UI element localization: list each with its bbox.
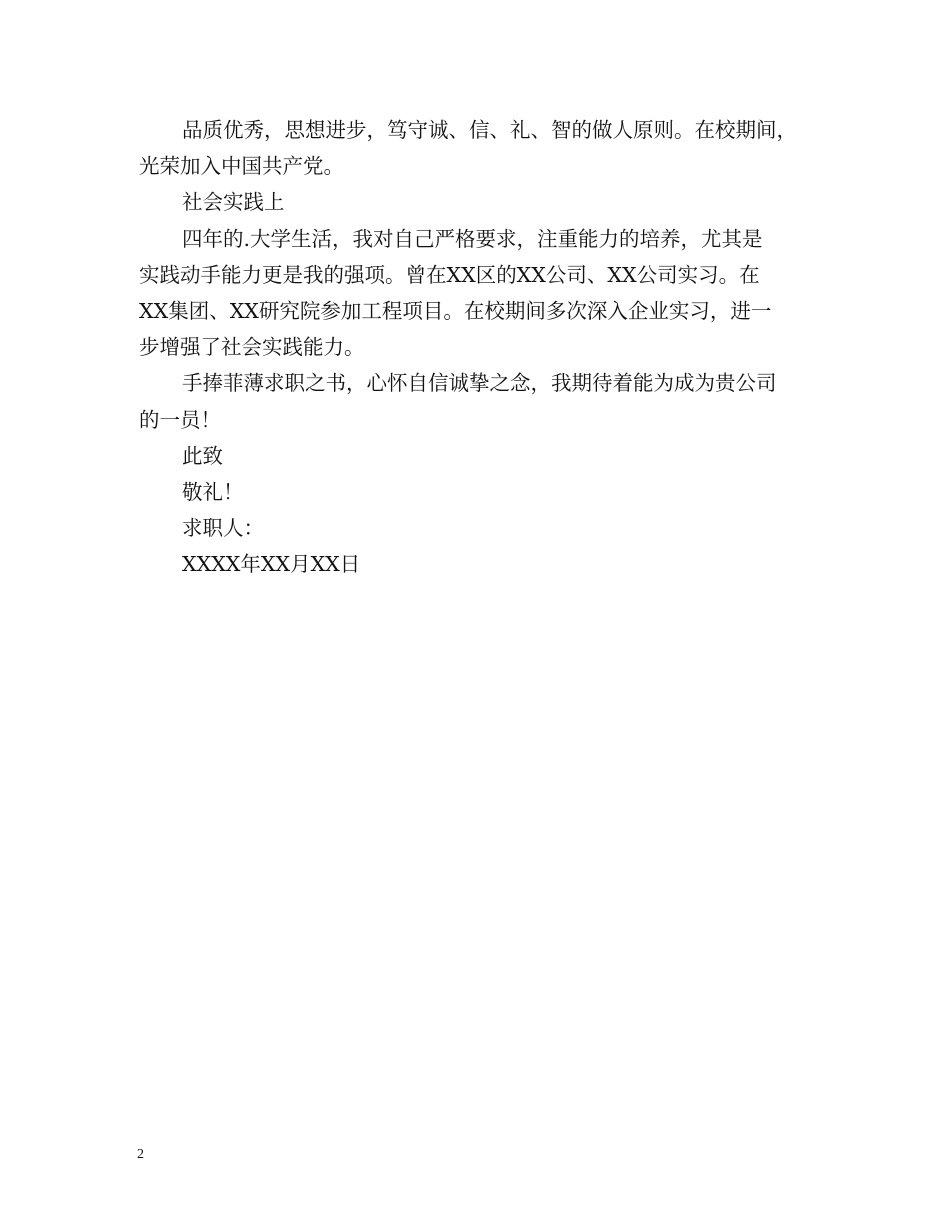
text-line: 敬礼！ xyxy=(182,480,244,505)
text-line: 此致 xyxy=(182,443,223,468)
salutation-jingli xyxy=(139,474,829,510)
text-line: 社会实践上 xyxy=(182,190,285,215)
text-line: 实践动手能力更是我的强项。曾在XX区的XX公司、XX公司实习。在 xyxy=(139,262,760,287)
signature-applicant xyxy=(139,510,829,546)
text-line: 求职人： xyxy=(182,516,264,541)
paragraph-practice-experience xyxy=(139,221,829,366)
text-line: 四年的.大学生活，我对自己严格要求，注重能力的培养，尤其是 xyxy=(182,226,763,251)
text-line: 手捧菲薄求职之书，心怀自信诚挚之念，我期待着能为成为贵公司 xyxy=(182,371,777,396)
text-line: 的一员！ xyxy=(139,407,221,432)
salutation-cizhi xyxy=(139,438,829,474)
text-line: XX集团、XX研究院参加工程项目。在校期间多次深入企业实习，进一 xyxy=(139,299,772,324)
text-line: 光荣加入中国共产党。 xyxy=(139,154,344,179)
text-line: 品质优秀，思想进步，笃守诚、信、礼、智的做人原则。在校期间， xyxy=(182,118,797,142)
page-number: 2 xyxy=(137,1147,144,1162)
text-line: 步增强了社会实践能力。 xyxy=(139,335,365,360)
paragraph-closing xyxy=(139,365,829,437)
document-body xyxy=(139,112,829,583)
text-line: XXXX年XX月XX日 xyxy=(182,552,361,577)
paragraph-character xyxy=(139,112,829,184)
paragraph-heading-social-practice xyxy=(139,184,829,220)
signature-date xyxy=(139,546,829,582)
